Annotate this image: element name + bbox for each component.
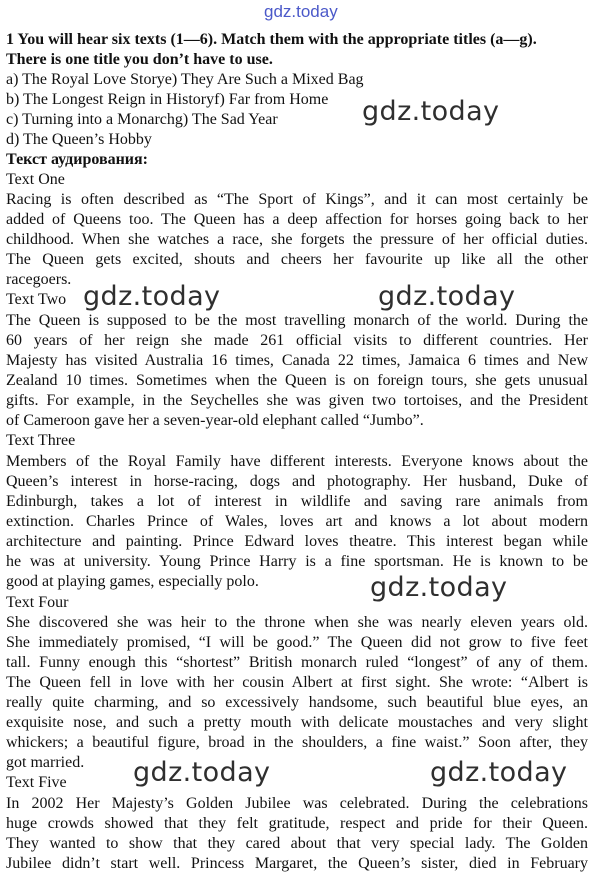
text-one-line: Racing is often described as “The Sport of Kings”, and it can most certainly be bbox=[6, 191, 588, 208]
text-four-line: The Queen fell in love with her cousin Albert at first sight. She wrote: “Albert is bbox=[6, 674, 588, 691]
text-three-title: Text Three bbox=[6, 432, 76, 449]
text-four-line: really quite charming, and so excessively handsome, such beautiful blue eyes, an bbox=[6, 694, 588, 711]
watermark: gdz.today bbox=[133, 757, 271, 788]
option-b: b) The Longest Reign in Historyf) Far from Home bbox=[6, 91, 329, 108]
text-four-line: tall. Funny enough this “shortest” British monarch ruled “longest” of any of them. bbox=[6, 654, 588, 671]
text-two-line: The Queen is supposed to be the most travelling monarch of the world. During the bbox=[6, 312, 588, 329]
text-three-line: Edinburgh, takes a lot of interest in wildlife and saving rare animals from bbox=[6, 493, 588, 510]
text-five-line: In 2002 Her Majesty’s Golden Jubilee was celebrated. During the celebrations bbox=[6, 795, 588, 812]
task-instruction: There is one title you don’t have to use. bbox=[6, 51, 273, 68]
text-two-line: 60 years of her reign she made 261 official visits to different countries. Her bbox=[6, 332, 588, 349]
text-three-line: architecture and painting. Prince Edward loves theatre. This interest began while bbox=[6, 533, 588, 550]
text-two-title: Text Two bbox=[6, 291, 67, 308]
text-four-line: whickers; a beautiful figure, broad in the shoulders, a fine waist.” Soon after, they bbox=[6, 734, 588, 751]
option-c: c) Turning into a Monarchg) The Sad Year bbox=[6, 111, 278, 128]
text-two-line: of Cameroon gave her a seven-year-old elephant called “Jumbo”. bbox=[6, 412, 424, 429]
text-one-line: childhood. When she watches a race, she forgets the pressure of her official duties. bbox=[6, 231, 588, 248]
text-two-line: gifts. For example, in the Seychelles she was given two tortoises, and the President bbox=[6, 392, 588, 409]
text-one-line: The Queen gets excited, shouts and cheers her favourite up like all the other bbox=[6, 251, 588, 268]
text-four-line: got married. bbox=[6, 754, 85, 771]
text-one-line: added of Queens too. The Queen has a deep affection for horses going back to her bbox=[6, 211, 588, 228]
watermark: gdz.today bbox=[378, 281, 516, 312]
text-three-line: Queen’s interest in horse-racing, dogs and photography. Her husband, Duke of bbox=[6, 473, 588, 490]
task-title: 1 You will hear six texts (1—6). Match them with the appropriate titles (a—g). bbox=[6, 31, 537, 48]
textbook-page bbox=[6, 0, 594, 878]
text-five-line: huge crowds showed that they felt gratitude, respect and pride for their Queen. bbox=[6, 815, 588, 832]
watermark: gdz.today bbox=[370, 572, 508, 603]
watermark: gdz.today bbox=[362, 96, 500, 127]
text-one-line: racegoers. bbox=[6, 271, 72, 288]
text-four-line: exquisite nose, and such a pretty mouth with delicate moustaches and very slight bbox=[6, 714, 588, 731]
text-four-title: Text Four bbox=[6, 594, 69, 611]
text-three-line: he was at university. Young Prince Harry is a fine sportsman. He is known to be bbox=[6, 553, 588, 570]
watermark: gdz.today bbox=[83, 281, 221, 312]
text-five-title: Text Five bbox=[6, 774, 67, 791]
watermark: gdz.today bbox=[430, 757, 568, 788]
site-logo: gdz.today bbox=[264, 2, 338, 21]
text-three-line: Members of the Royal Family have different interests. Everyone knows about the bbox=[6, 453, 588, 470]
text-four-line: She discovered she was heir to the throne when she was nearly eleven years old. bbox=[6, 614, 588, 631]
text-one-title: Text One bbox=[6, 171, 65, 188]
text-three-line: good at playing games, especially polo. bbox=[6, 573, 259, 590]
text-five-line: They wanted to show that they cared about that very special lady. The Golden bbox=[6, 835, 588, 852]
audio-heading: Текст аудирования: bbox=[6, 151, 148, 168]
text-two-line: Majesty has visited Australia 16 times, Canada 22 times, Jamaica 6 times and New bbox=[6, 352, 588, 369]
text-three-line: extinction. Charles Prince of Wales, loves art and knows a lot about modern bbox=[6, 513, 588, 530]
text-five-line: Jubilee didn’t start well. Princess Margaret, the Queen’s sister, died in February bbox=[6, 855, 588, 872]
option-d: d) The Queen’s Hobby bbox=[6, 131, 152, 148]
text-two-line: Zealand 10 times. Sometimes when the Queen is on foreign tours, she gets unusual bbox=[6, 372, 588, 389]
text-four-line: She immediately promised, “I will be good.” The Queen did not grow to five feet bbox=[6, 634, 588, 651]
option-a: a) The Royal Love Storye) They Are Such a Mixed Bag bbox=[6, 71, 364, 88]
